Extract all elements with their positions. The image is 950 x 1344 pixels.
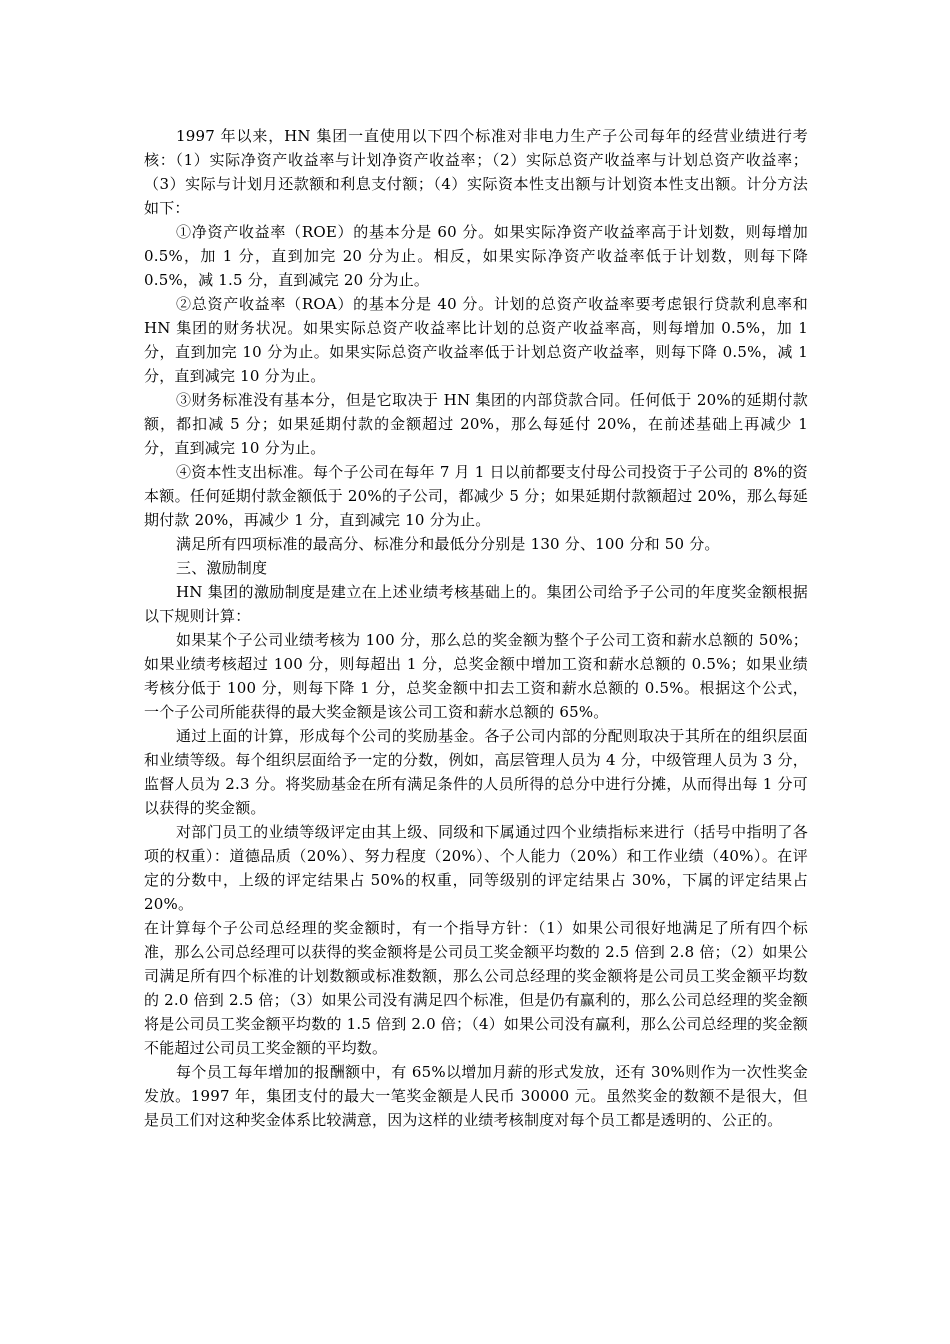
- paragraph-bonus-formula: 如果某个子公司业绩考核为 100 分，那么总的奖金额为整个子公司工资和薪水总额的 50%；如果业绩考核超过 100 分，则每超出 1 分，总奖金额中增加工资和薪水总额的 0.5%；如果业绩考核分低于 100 分，则每下降 1 分，总奖金额中扣去工资和薪水总额的 0.5%。根据这个公式，一个子公司所能获得的最大奖金额是该公司工资和薪水总额的 65%。: [144, 631, 808, 721]
- paragraph-incentive-intro: HN 集团的激励制度是建立在上述业绩考核基础上的。集团公司给予子公司的年度奖金额根据以下规则计算：: [144, 583, 808, 625]
- paragraph-capital-expenditure: ④资本性支出标准。每个子公司在每年 7 月 1 日以前都要支付母公司投资于子公司的 8%的资本额。任何延期付款金额低于 20%的子公司，都减少 5 分；如果延期付款额超过 20%，那么每延期付款 20%，再减少 1 分，直到减完 10 分为止。: [144, 463, 808, 529]
- paragraph-intro-criteria: 1997 年以来，HN 集团一直使用以下四个标准对非电力生产子公司每年的经营业绩进行考核：（1）实际净资产收益率与计划净资产收益率；（2）实际总资产收益率与计划总资产收益率；（3）实际与计划月还款额和利息支付额；（4）实际资本性支出额与计划资本性支出额。计分方法如下：: [144, 127, 808, 217]
- section-heading-incentive: 三、激励制度: [176, 559, 268, 577]
- paragraph-compensation-summary: 每个员工每年增加的报酬额中，有 65%以增加月薪的形式发放，还有 30%则作为一次性奖金发放。1997 年，集团支付的最大一笔奖金额是人民币 30000 元。虽然奖金的数额不是很大，但是员工们对这种奖金体系比较满意，因为这样的业绩考核制度对每个员工都是透明的、公正的。: [144, 1063, 808, 1129]
- paragraph-manager-bonus: 在计算每个子公司总经理的奖金额时，有一个指导方针：（1）如果公司很好地满足了所有四个标准，那么公司总经理可以获得的奖金额将是公司员工奖金额平均数的 2.5 倍到 2.8 倍；（2）如果公司满足所有四个标准的计划数额或标准数额，那么公司总经理的奖金额将是公司员工奖金额平均数的 2.0 倍到 2.5 倍；（3）如果公司没有满足四个标准，但是仍有赢利的，那么公司总经理的奖金额将是公司员工奖金额平均数的 1.5 倍到 2.0 倍；（4）如果公司没有赢利，那么公司总经理的奖金额不能超过公司员工奖金额的平均数。: [144, 919, 808, 1057]
- paragraph-score-range: 满足所有四项标准的最高分、标准分和最低分分别是 130 分、100 分和 50 分。: [176, 535, 720, 553]
- paragraph-financial-standard: ③财务标准没有基本分，但是它取决于 HN 集团的内部贷款合同。任何低于 20%的延期付款额，都扣减 5 分；如果延期付款的金额超过 20%，那么每延付 20%，在前述基础上再减少 1 分，直到减完 10 分为止。: [144, 391, 808, 457]
- document-page: [144, 124, 808, 1132]
- paragraph-roe-scoring: ①净资产收益率（ROE）的基本分是 60 分。如果实际净资产收益率高于计划数，则每增加 0.5%，加 1 分，直到加完 20 分为止。相反，如果实际净资产收益率低于计划数，则每下降 0.5%，减 1.5 分，直到减完 20 分为止。: [144, 223, 808, 289]
- paragraph-bonus-distribution: 通过上面的计算，形成每个公司的奖励基金。各子公司内部的分配则取决于其所在的组织层面和业绩等级。每个组织层面给予一定的分数，例如，高层管理人员为 4 分，中级管理人员为 3 分，监督人员为 2.3 分。将奖励基金在所有满足条件的人员所得的总分中进行分摊，从而得出每 1 分可以获得的奖金额。: [144, 727, 808, 817]
- paragraph-roa-scoring: ②总资产收益率（ROA）的基本分是 40 分。计划的总资产收益率要考虑银行贷款利息率和 HN 集团的财务状况。如果实际总资产收益率比计划的总资产收益率高，则每增加 0.5%，加 1 分，直到加完 10 分为止。如果实际总资产收益率低于计划总资产收益率，则每下降 0.5%，减 1 分，直到减完 10 分为止。: [144, 295, 808, 385]
- paragraph-performance-rating: 对部门员工的业绩等级评定由其上级、同级和下属通过四个业绩指标来进行（括号中指明了各项的权重）：道德品质（20%）、努力程度（20%）、个人能力（20%）和工作业绩（40%）。在评定的分数中，上级的评定结果占 50%的权重，同等级别的评定结果占 30%，下属的评定结果占 20%。: [144, 823, 808, 913]
